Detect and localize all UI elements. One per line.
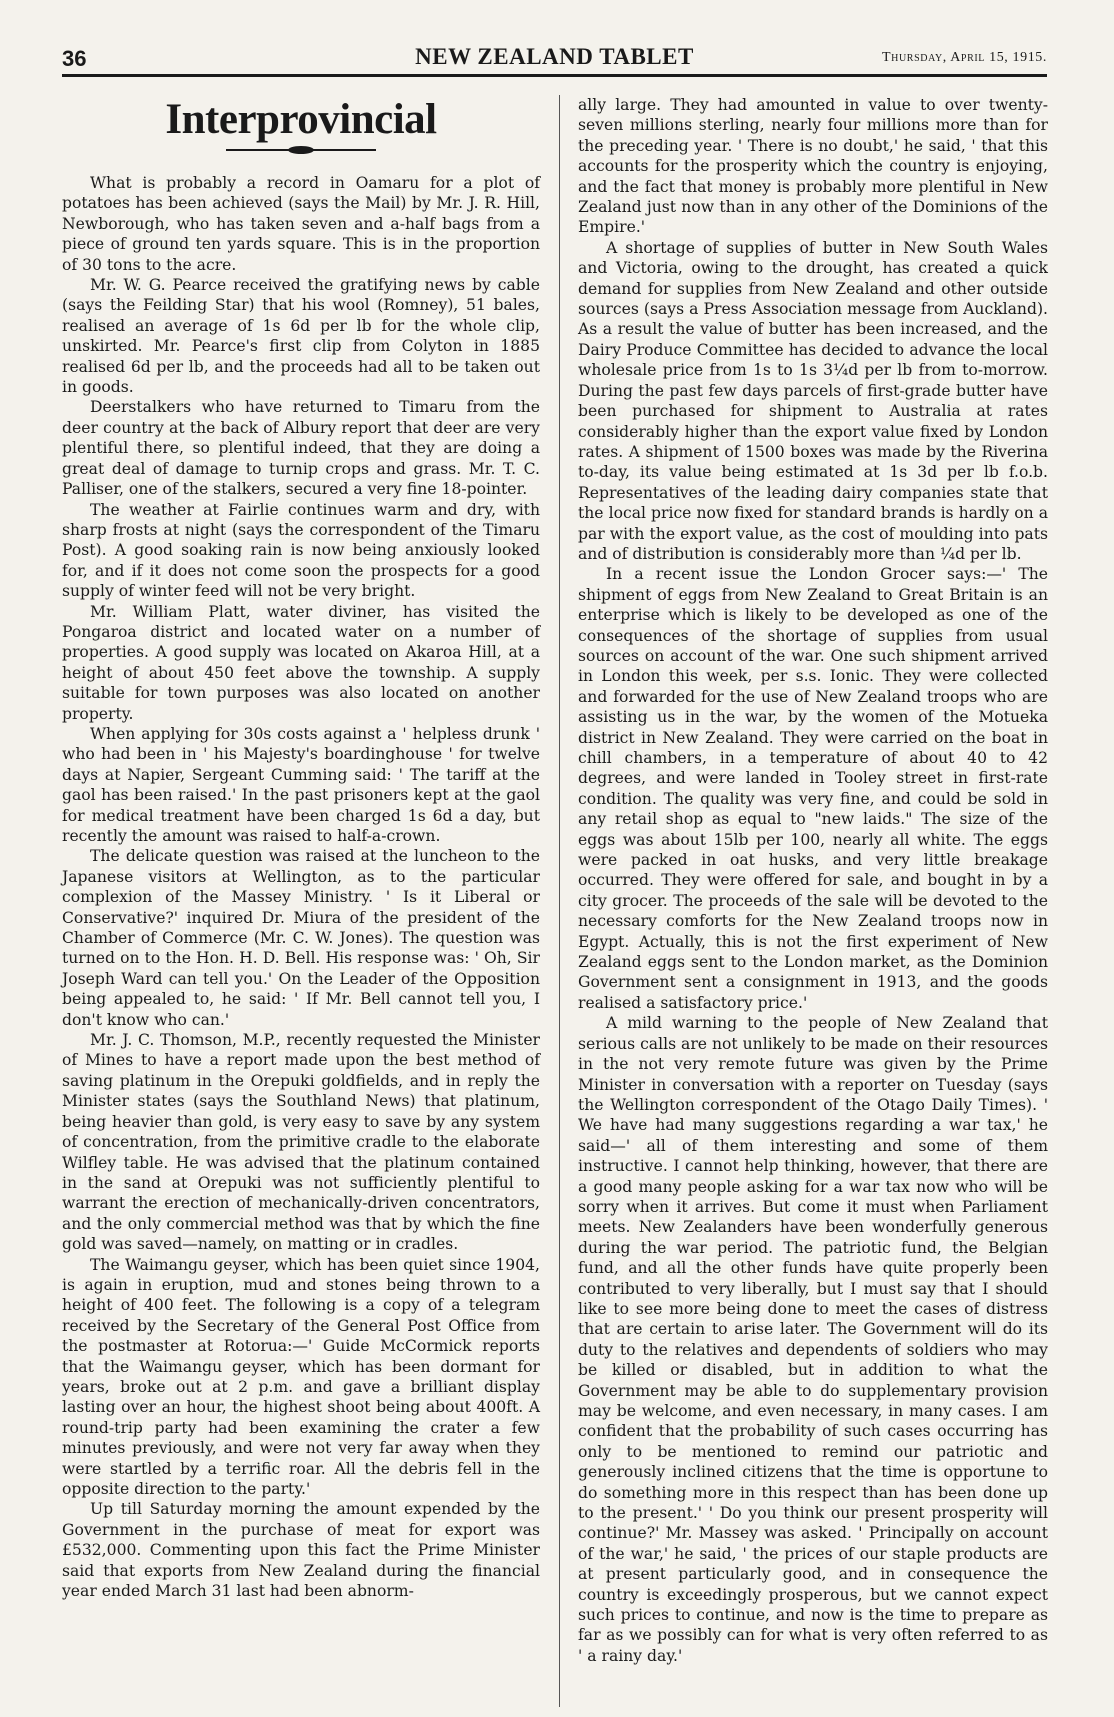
article-paragraph: The delicate question was raised at the luncheon to the Japanese visitors at Wellington, as to the particular complexion of the Massey Ministry. ' Is it Liberal or Conservative?' inquired Dr. Miura of the president of the Chamber of Commerce (Mr. C. W. Jones). The question was turned on to the Hon. H. D. Bell. His response was: ' Oh, Sir Joseph Ward can tell you.' On the Leader of the Opposition being appealed to, he said: ' If Mr. Bell cannot tell you, I don't know who can.' [62,847,540,1029]
article-paragraph: A mild warning to the people of New Zealand that serious calls are not unlikely to be made on their resources in the not very remote future was given by the Prime Minister in conversation with a reporter on Tuesday (says the Wellington correspondent of the Otago Daily Times). ' We have had many suggestions regarding a war tax,' he said—' all of them interesting and some of them instructive. I cannot help thinking, however, that there are a good many people asking for a war tax now who will be sorry when it arrives. But come it must when Parliament meets. New Zealanders have been wonderfully generous during the war period. The patriotic fund, the Belgian fund, and all the other funds have quite properly been contributed to very liberally, but I must say that I should like to see more being done to meet the cases of distress that are certain to arise later. The Government will do its duty to the relatives and dependents of soldiers who may be killed or disabled, but in addition to what the Government may be able to do supplementary provision may be welcome, and even necessary, in many cases. I am confident that the probability of such cases occurring has only to be mentioned to remind our patriotic and generously inclined citizens that the time is opportune to do something more in this respect than has been done up to the present.' ' Do you think our present prosperity will continue?' Mr. Massey was asked. ' Principally on account of the war,' he said, ' the prices of our staple products are at present particularly good, and in consequence the country is exceedingly prosperous, but we cannot expect such prices to continue, and now is the time to prepare as far as we possibly can for what is very often referred to as ' a rainy day.' [578,1014,1048,1665]
paper-name: NEW ZEALAND TABLET [415,44,694,69]
article-paragraph: When applying for 30s costs against a ' helpless drunk ' who had been in ' his Majesty's boardinghouse ' for twelve days at Napier, Sergeant Cumming said: ' The tariff at the gaol has been raised.' In the past prisoners kept at the gaol for medical treatment have been charged 1s 6d a day, but recently the amount was raised to half-a-crown. [62,724,540,845]
article-paragraph: Deerstalkers who have returned to Timaru from the deer country at the back of Albury report that deer are very plentiful there, so plentiful indeed, that they are doing a great deal of damage to turnip crops and grass. Mr. T. C. Palliser, one of the stalkers, secured a very fine 18-pointer. [62,398,540,499]
article-paragraph: Mr. William Platt, water diviner, has visited the Pongaroa district and located water on a number of properties. A good supply was located on Akaroa Hill, at a height of about 450 feet above the township. A supply suitable for town purposes was also located on another property. [62,602,540,723]
article-paragraph: ally large. They had amounted in value to over twenty-seven millions sterling, nearly four millions more than for the preceding year. ' There is no doubt,' he said, ' that this accounts for the prosperity which the country is enjoying, and the fact that money is probably more plentiful in New Zealand just now than in any other of the Dominions of the Empire.' [578,96,1048,237]
article-paragraph: The Waimangu geyser, which has been quiet since 1904, is again in eruption, mud and stones being thrown to a height of 400 feet. The following is a copy of a telegram received by the Secretary of the General Post Office from the postmaster at Rotorua:—' Guide McCormick reports that the Waimangu geyser, which has been dormant for years, broke out at 2 p.m. and gave a brilliant display lasting over an hour, the highest shoot being about 400ft. A round-trip party had been examining the crater a few minutes previously, and were not very far away when they were startled by a terrific roar. All the debris fell in the opposite direction to the party.' [62,1255,540,1498]
column-divider [559,95,560,1707]
article-paragraph: Up till Saturday morning the amount expended by the Government in the purchase of meat for export was £532,000. Commenting upon this fact the Prime Minister said that exports from New Zealand during the financial year ended March 31 last had been abnorm- [62,1500,540,1601]
article-paragraph: The weather at Fairlie continues warm and dry, with sharp frosts at night (says the correspondent of the Timaru Post). A good soaking rain is now being anxiously looked for, and if it does not come soon the prospects for a good supply of winter feed will not be very bright. [62,500,540,601]
title-ornament-rule [226,149,376,151]
section-title: Interprovincial [165,96,437,143]
right-column [578,95,1048,1666]
left-column [62,95,540,1601]
article-paragraph: What is probably a record in Oamaru for a plot of potatoes has been achieved (says the Mail) by Mr. J. R. Hill, Newborough, who has taken seven and a-half bags from a piece of ground ten yards square. This is in the proportion of 30 tons to the acre. [62,174,540,274]
article-paragraph: A shortage of supplies of butter in New South Wales and Victoria, owing to the drought, has created a quick demand for supplies from New Zealand and other outside sources (says a Press Association message from Auckland). As a result the value of butter has been increased, and the Dairy Produce Committee has decided to advance the local wholesale price from 1s to 1s 3¼d per lb from to-morrow. During the past few days parcels of first-grade butter have been purchased for shipment to Australia at rates considerably higher than the export value fixed by London rates. A shipment of 1500 boxes was made by the Riverina to-day, its value being estimated at 1s 3d per lb f.o.b. Representatives of the leading dairy companies state that the local price now fixed for standard brands is hardly on a par with the export value, as the cost of moulding into pats and of distribution is considerably more than ¼d per lb. [578,238,1048,563]
article-paragraph: Mr. J. C. Thomson, M.P., recently requested the Minister of Mines to have a report made upon the best method of saving platinum in the Orepuki goldfields, and in reply the Minister states (says the Southland News) that platinum, being heavier than gold, is very easy to save by any system of concentration, from the primitive cradle to the elaborate Wilfley table. He was advised that the platinum contained in the sand at Orepuki was not sufficiently plentiful to warrant the erection of mechanically-driven concentrators, and the only commercial method was that by which the fine gold was saved—namely, on matting or in cradles. [62,1031,540,1254]
masthead [62,44,1047,77]
issue-date: Thursday, April 15, 1915. [882,50,1047,65]
page-number: 36 [62,46,87,71]
article-paragraph: Mr. W. G. Pearce received the gratifying news by cable (says the Feilding Star) that his wool (Romney), 51 bales, realised an average of 1s 6d per lb for the whole clip, unskirted. Mr. Pearce's first clip from Colyton in 1885 realised 6d per lb, and the proceeds had all to be taken out in goods. [62,276,540,397]
article-paragraph: In a recent issue the London Grocer says:—' The shipment of eggs from New Zealand to Great Britain is an enterprise which is likely to be developed as one of the consequences of the shortage of supplies from usual sources on account of the war. One such shipment arrived in London this week, per s.s. Ionic. They were collected and forwarded for the use of New Zealand troops who are assisting us in the war, by the women of the Motueka district in New Zealand. They were carried on the boat in chill chambers, in a temperature of about 40 to 42 degrees, and were landed in Tooley street in first-rate condition. The quality was very fine, and could be sold in any retail shop as equal to "new laids." The size of the eggs was about 15lb per 100, nearly all white. The eggs were packed in oat husks, and very little breakage occurred. They were offered for sale, and bought in by a city grocer. The proceeds of the sale will be devoted to the necessary comforts for the New Zealand troops now in Egypt. Actually, this is not the first experiment of New Zealand eggs sent to the London market, as the Dominion Government sent a consignment in 1913, and the goods realised a satisfactory price.' [578,565,1048,1012]
